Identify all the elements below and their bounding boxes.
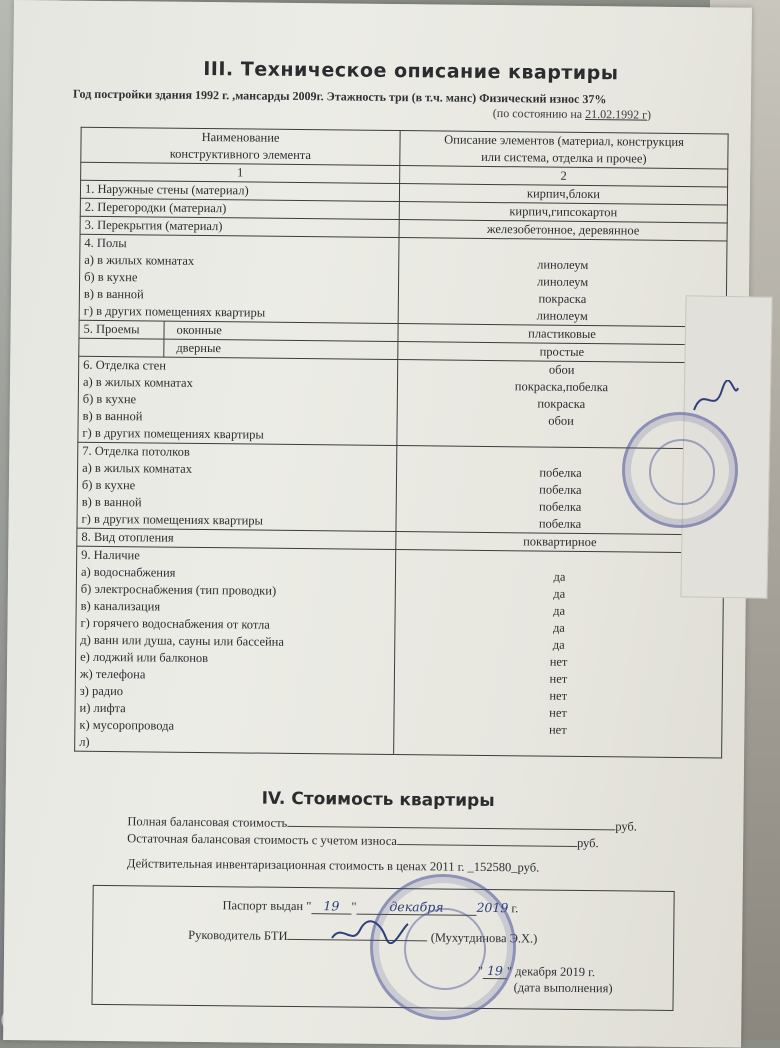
- walls-finish-value: покраска,побелка: [514, 379, 609, 395]
- year-line: Год постройки здания 1992 г. ,мансарды 2009г. Этажность три (в т.ч. манс) Физический износ 37%: [72, 86, 607, 107]
- floors-value: линолеум: [537, 257, 589, 273]
- presence-value: нет: [548, 722, 567, 737]
- walls-finish-value: покраска: [537, 396, 586, 412]
- floors-value: линолеум: [536, 274, 589, 290]
- partitions-label: 2. Перегородки (материал): [80, 198, 399, 219]
- ceilings-label: 7. Отделка потолков: [82, 443, 190, 459]
- presence-value: [398, 737, 717, 757]
- ceilings-item: а) в жилых комнатах: [82, 460, 193, 476]
- openings-label: 5. Проемы: [79, 321, 164, 339]
- presence-item: д) ванн или душа, сауны или бассейна: [80, 632, 285, 649]
- ceilings-item: б) в кухне: [81, 477, 136, 493]
- inventory-cost: Действительная инвентаризационная стоимость в ценах 2011 г. _152580_руб.: [126, 856, 540, 875]
- completion-day: 19: [483, 963, 507, 979]
- presence-value: да: [553, 569, 566, 584]
- walls-finish-cell: [78, 356, 398, 445]
- col1-header: Наименование конструктивного элемента: [81, 127, 400, 165]
- signature: [330, 918, 410, 954]
- presence-value: да: [553, 586, 566, 601]
- floors-item: б) в кухне: [84, 269, 138, 285]
- full-cost-rub: руб.: [615, 819, 637, 834]
- col2-num: 2: [400, 166, 728, 187]
- presence-cell: [75, 546, 396, 754]
- ceilings-cell: [77, 442, 397, 531]
- ceilings-value: побелка: [539, 465, 582, 480]
- table-header-row: [81, 127, 728, 169]
- presence-value: нет: [549, 688, 568, 703]
- ceilings-item: г) в других помещениях квартиры: [81, 511, 264, 528]
- openings-door-label: дверные: [176, 340, 222, 356]
- slab-value: железобетонное, деревянное: [399, 220, 727, 241]
- walls-finish-item: г) в других помещениях квартиры: [82, 425, 264, 442]
- walls-value: кирпич,блоки: [399, 184, 727, 205]
- floors-item: в) в ванной: [83, 286, 144, 302]
- head-label: Руководитель БТИ: [188, 927, 288, 943]
- state-date: 21.02.1992 г: [585, 106, 648, 122]
- floors-item: а) в жилых комнатах: [84, 252, 195, 268]
- presence-item: е) лоджий или балконов: [80, 649, 209, 666]
- col1-num: 1: [81, 162, 400, 183]
- head-name: (Мухутдинова Э.Х.): [430, 930, 538, 946]
- presence-value: да: [553, 603, 566, 618]
- passport-issued-month: декабря: [356, 899, 476, 916]
- side-signature: [690, 380, 740, 424]
- presence-value: да: [552, 620, 565, 635]
- presence-item: к) мусоропровода: [79, 717, 175, 733]
- floors-label: 4. Полы: [84, 235, 127, 251]
- floors-value: покраска: [538, 291, 587, 307]
- walls-finish-label: 6. Отделка стен: [83, 357, 167, 373]
- walls-finish-item: б) в кухне: [82, 391, 137, 407]
- presence-item: з) радио: [79, 683, 124, 699]
- ceilings-value: побелка: [539, 482, 582, 497]
- table-row: [79, 234, 727, 327]
- passport-issued-line: Паспорт выдан " 19 " декабря 2019 г.: [222, 898, 519, 916]
- ceilings-item: в) в ванной: [81, 494, 142, 510]
- document-page: [3, 0, 752, 1048]
- presence-value: нет: [549, 671, 568, 686]
- floors-value: линолеум: [536, 308, 588, 324]
- heating-label: 8. Вид отопления: [77, 528, 396, 549]
- presence-item: а) водоснабжения: [80, 564, 176, 580]
- presence-value: нет: [549, 654, 568, 669]
- openings-window-label: оконные: [176, 322, 222, 338]
- heating-value: поквартирное: [396, 532, 724, 553]
- floors-values: [398, 238, 727, 327]
- ceilings-value: побелка: [538, 516, 582, 531]
- presence-item: ж) телефона: [79, 666, 146, 682]
- presence-item: б) электроснабжения (тип проводки): [80, 581, 277, 598]
- walls-label: 1. Наружные стены (материал): [80, 180, 399, 201]
- presence-item: в) канализация: [80, 598, 161, 614]
- passport-issued-label: Паспорт выдан ": [222, 898, 312, 914]
- state-prefix: (по состоянию на: [492, 106, 586, 121]
- completion-date-rest: декабря 2019 г.: [512, 964, 596, 980]
- table-row: [75, 546, 724, 758]
- presence-item: и) лифта: [79, 700, 126, 716]
- passport-issued-year: 2019: [476, 899, 509, 916]
- partitions-value: кирпич,гипсокартон: [399, 202, 727, 223]
- openings-window-value: пластиковые: [398, 324, 726, 345]
- residual-cost-label: Остаточная балансовая стоимость с учетом износа: [127, 831, 398, 849]
- slab-label: 3. Перекрытия (материал): [80, 216, 399, 237]
- passport-issued-day: 19: [311, 898, 351, 914]
- completion-caption: (дата выполнения): [513, 980, 613, 996]
- presence-item: г) горячего водоснабжения от котла: [80, 615, 270, 632]
- completion-date-line: " 19 " декабря 2019 г.: [477, 963, 596, 980]
- state-line: [493, 106, 651, 123]
- walls-finish-value: обои: [548, 362, 575, 377]
- official-stamp-top: [622, 412, 738, 528]
- col2-header: Описание элементов (материал, конструкция или система, отделка и прочее): [400, 131, 728, 169]
- floors-cell: [79, 234, 399, 323]
- presence-value: да: [552, 637, 565, 652]
- passport-year-suffix: г.: [508, 901, 519, 916]
- presence-value: нет: [549, 705, 567, 720]
- walls-finish-item: в) в ванной: [82, 408, 143, 424]
- openings-door-value: простые: [398, 342, 726, 363]
- state-suffix: ): [646, 107, 652, 122]
- ceilings-value: побелка: [538, 499, 582, 514]
- floors-item: г) в других помещениях квартиры: [83, 303, 266, 320]
- presence-values: [394, 550, 724, 758]
- section3-title: III. Техническое описание квартиры: [203, 57, 619, 85]
- presence-item: л): [79, 734, 90, 749]
- table-row: [78, 356, 726, 449]
- walls-finish-item: а) в жилых комнатах: [82, 374, 193, 390]
- walls-finish-value: обои: [548, 413, 574, 428]
- section4-title: IV. Стоимость квартиры: [261, 788, 495, 812]
- full-cost-label: Полная балансовая стоимость: [127, 814, 288, 830]
- residual-cost-rub: руб.: [576, 835, 599, 851]
- residual-cost-line: [127, 831, 599, 851]
- presence-label: 9. Наличие: [81, 547, 140, 563]
